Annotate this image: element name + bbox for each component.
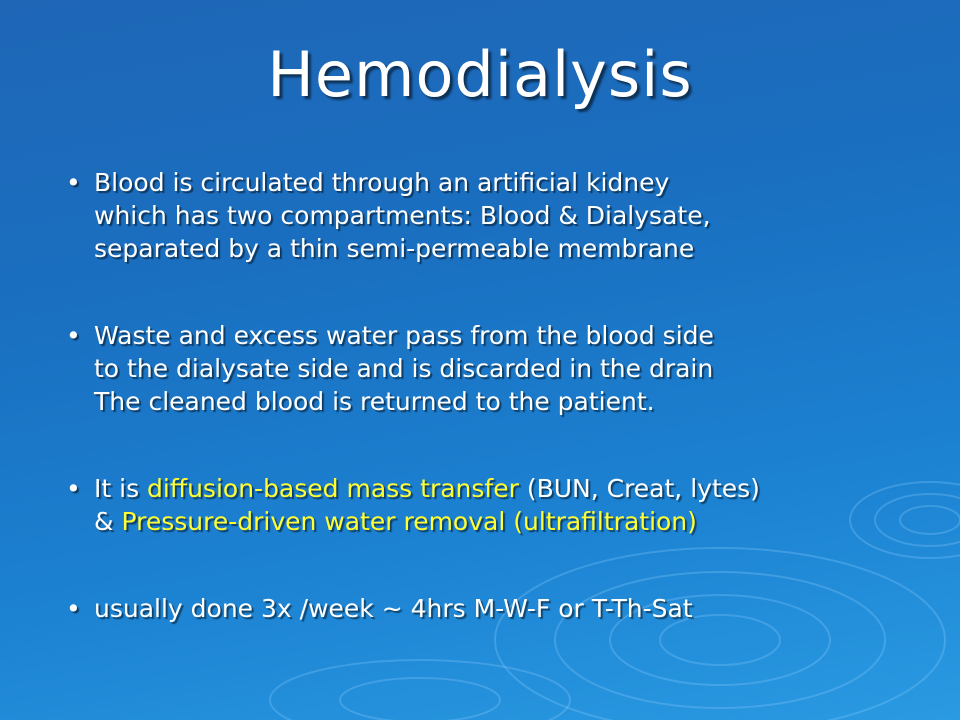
bullet-line: Waste and excess water pass from the blood side [94,321,714,350]
bullet-line: Blood is circulated through an artificial kidney [94,168,670,197]
bullet-text: usually done 3x /week ~ 4hrs M-W-F or T-Th-Sat [94,594,693,623]
bullet-line: which has two compartments: Blood & Dialysate, [94,201,711,230]
bullet-item-circulation [62,166,922,265]
bullet-text: (BUN, Creat, lytes) [518,474,760,503]
highlight-ultrafiltration: Pressure-driven water removal (ultrafiltration) [121,507,697,536]
bullet-dot: • [66,474,81,503]
bullet-item-mechanism [62,472,922,538]
bullet-line: The cleaned blood is returned to the patient. [94,387,655,416]
bullet-text: & [94,507,122,536]
bullet-item-schedule [62,592,922,625]
bullet-line: separated by a thin semi-permeable membrane [94,234,695,263]
bullet-list [62,166,922,625]
bullet-dot: • [66,168,81,197]
bullet-item-waste [62,319,922,418]
bullet-dot: • [66,594,81,623]
slide-title: Hemodialysis [267,38,693,111]
bullet-text: It is [94,474,148,503]
bullet-dot: • [66,321,81,350]
highlight-diffusion: diffusion-based mass transfer [147,474,519,503]
bullet-line: to the dialysate side and is discarded in the drain [94,354,714,383]
